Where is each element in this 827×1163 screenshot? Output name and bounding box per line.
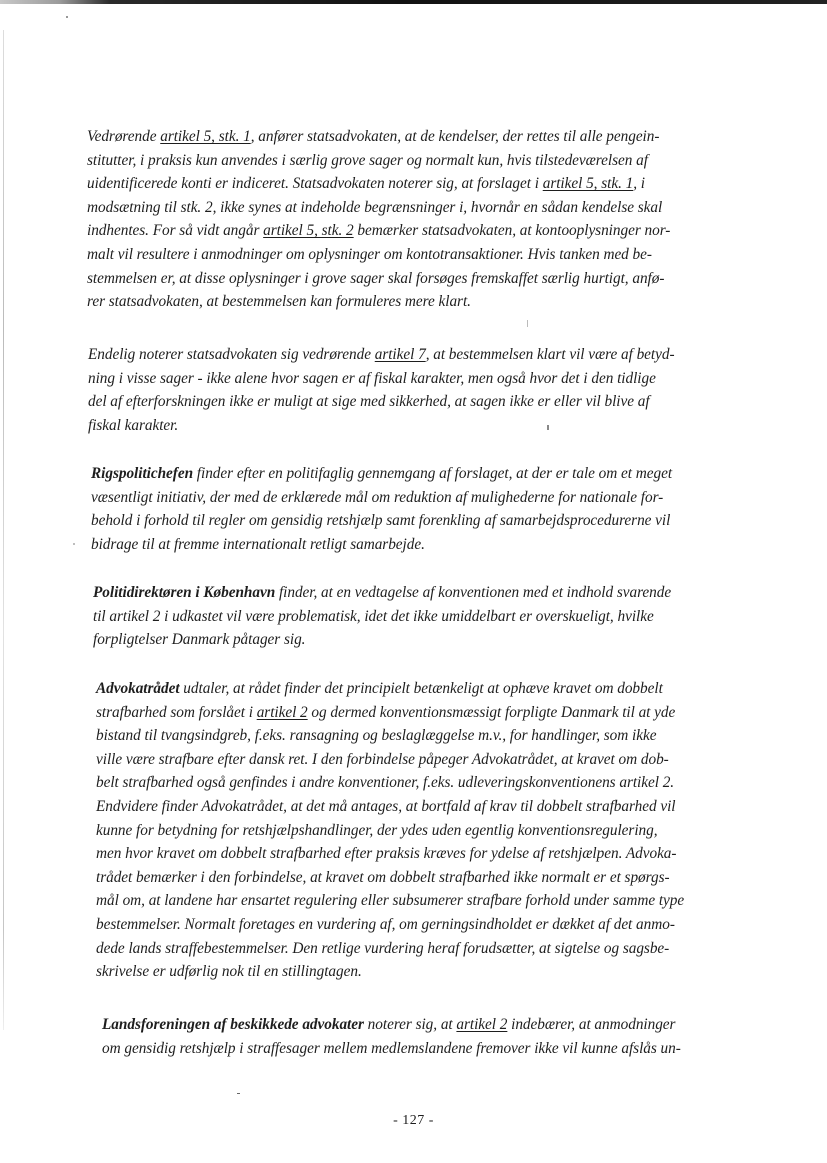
article-reference: artikel 5, stk. 2 bbox=[263, 222, 354, 240]
text-line bbox=[96, 677, 684, 701]
text-line bbox=[102, 1013, 681, 1037]
text-segment: finder, at en vedtagelse af konventionen med et indhold svarende bbox=[275, 584, 672, 601]
text-line bbox=[91, 462, 672, 486]
text-segment: , anfører statsadvokaten, at de kendelser, der rettes til alle pengein- bbox=[250, 128, 660, 145]
text-line bbox=[96, 701, 684, 725]
text-segment: finder efter en politifaglig gennemgang af forslaget, at der er tale om et meget bbox=[193, 465, 673, 482]
bold-term: Rigspolitichefen bbox=[91, 465, 194, 482]
text-line bbox=[96, 748, 684, 772]
text-line bbox=[87, 196, 670, 220]
article-reference: artikel 2 bbox=[256, 703, 308, 721]
text-line bbox=[87, 172, 670, 196]
text-segment: uidentificerede konti er indiceret. Statsadvokaten noterer sig, at forslaget i bbox=[87, 175, 543, 193]
text-segment: ning i visse sager - ikke alene hvor sagen er af fiskal karakter, men også hvor det i den tidlige bbox=[88, 369, 656, 387]
text-segment: strafbarhed som forslået i bbox=[96, 703, 257, 721]
text-segment: og dermed konventionsmæssigt forpligte Danmark til at yde bbox=[307, 703, 676, 721]
text-line bbox=[96, 842, 684, 866]
text-line bbox=[88, 414, 675, 438]
text-segment: bestemmelser. Normalt foretages en vurdering af, om gerningsindholdet er dækket af det anmo- bbox=[96, 915, 675, 933]
article-reference: artikel 5, stk. 1 bbox=[542, 175, 634, 193]
text-segment: skrivelse er udførlig nok til en stillingtagen. bbox=[96, 963, 362, 981]
text-segment: bistand til tvangsindgreb, f.eks. ransagning og beslaglæggelse m.v., for handlinger, som ikke bbox=[96, 727, 657, 745]
text-line bbox=[88, 367, 675, 391]
text-line bbox=[88, 390, 675, 414]
text-line bbox=[87, 243, 670, 267]
text-segment: kunne for betydning for retshjælpshandlinger, der ydes uden egentlig konventionsregulering, bbox=[96, 821, 658, 839]
text-segment: til artikel 2 i udkastet vil være problematisk, idet det ikke umiddelbart er overskueligt, hvilke bbox=[93, 607, 654, 625]
text-line bbox=[96, 937, 684, 961]
text-segment: bidrage til at fremme internationalt retligt samarbejde. bbox=[91, 535, 425, 553]
text-segment: forpligtelser Danmark påtager sig. bbox=[93, 631, 306, 649]
page-number: - 127 - bbox=[393, 1113, 434, 1128]
text-segment: belt strafbarhed også genfindes i andre konventioner, f.eks. udleveringskonventionens artikel 2. bbox=[96, 774, 675, 792]
text-line bbox=[93, 628, 671, 652]
text-line bbox=[91, 533, 672, 557]
paragraph-rigspolitichefen bbox=[91, 462, 672, 556]
text-segment: , at bestemmelsen klart vil være af betyd- bbox=[425, 346, 675, 363]
text-segment: stemmelsen er, at disse oplysninger i grove sager skal forsøges fremskaffet særlig hurtigt, anfø- bbox=[87, 269, 665, 287]
text-line bbox=[96, 724, 684, 748]
text-segment: modsætning til stk. 2, ikke synes at indeholde begrænsninger i, hvornår en sådan kendelse skal bbox=[87, 198, 663, 216]
text-segment: bemærker statsadvokaten, at kontooplysninger nor- bbox=[353, 222, 671, 240]
text-line bbox=[96, 889, 684, 913]
text-line bbox=[93, 605, 671, 629]
text-segment: trådet bemærker i den forbindelse, at kravet om dobbelt strafbarhed ikke normalt er et spørgs- bbox=[96, 868, 670, 886]
text-segment: , i bbox=[633, 175, 645, 193]
text-line bbox=[87, 219, 670, 243]
paragraph-article-7 bbox=[88, 343, 675, 437]
paragraph-landsforeningen bbox=[102, 1013, 681, 1060]
article-reference: artikel 2 bbox=[456, 1016, 508, 1033]
text-segment: dede lands straffebestemmelser. Den retlige vurdering heraf forudsætter, at sigtelse og sagsbe- bbox=[96, 939, 670, 957]
text-segment: Vedrørende bbox=[87, 128, 161, 145]
text-line bbox=[96, 771, 684, 795]
text-line bbox=[91, 486, 672, 510]
text-line bbox=[87, 290, 670, 314]
paragraph-politidirektoren bbox=[93, 581, 671, 652]
text-line bbox=[91, 509, 672, 533]
text-line bbox=[96, 866, 684, 890]
text-line bbox=[87, 267, 670, 291]
text-line bbox=[93, 581, 671, 605]
text-segment: væsentligt initiativ, der med de erklærede mål om reduktion af mulighederne for nationale for- bbox=[91, 488, 664, 506]
article-reference: artikel 5, stk. 1 bbox=[160, 128, 251, 145]
text-segment: Endelig noterer statsadvokaten sig vedrørende bbox=[88, 346, 375, 363]
text-segment: men hvor kravet om dobbelt strafbarhed efter praksis kræves for ydelse af retshjælpen. Advoka- bbox=[96, 845, 677, 863]
text-segment: indhentes. For så vidt angår bbox=[87, 222, 264, 240]
text-line bbox=[102, 1037, 681, 1061]
text-line bbox=[96, 913, 684, 937]
text-segment: behold i forhold til regler om gensidig retshjælp samt forenkling af samarbejdsprocedurerne vil bbox=[91, 512, 671, 530]
paragraph-advokatradet bbox=[96, 677, 684, 984]
text-segment: ville være strafbare efter dansk ret. I den forbindelse påpeger Advokatrådet, at kravet om dob- bbox=[96, 750, 669, 768]
article-reference: artikel 7 bbox=[374, 346, 426, 363]
text-line bbox=[87, 149, 670, 173]
paragraph-article-5 bbox=[87, 125, 670, 314]
text-segment: om gensidig retshjælp i straffesager mellem medlemslandene fremover ikke vil kunne afslås un- bbox=[102, 1039, 681, 1057]
text-line bbox=[88, 343, 675, 367]
bold-term: Politidirektøren i København bbox=[93, 584, 276, 601]
text-segment: Endvidere finder Advokatrådet, at det må antages, at bortfald af krav til dobbelt strafbarhed vil bbox=[96, 797, 676, 815]
text-segment: fiskal karakter. bbox=[88, 416, 179, 434]
text-segment: mål om, at landene har ensartet regulering eller subsumerer strafbare forhold under samme type bbox=[96, 892, 685, 910]
text-segment: del af efterforskningen ikke er muligt at sige med sikkerhed, at sagen ikke er eller vil blive af bbox=[88, 393, 650, 411]
text-segment: malt vil resultere i anmodninger om oplysninger om kontotransaktioner. Hvis tanken med be- bbox=[87, 245, 652, 263]
text-segment: udtaler, at rådet finder det principielt betænkeligt at ophæve kravet om dobbelt bbox=[179, 680, 663, 697]
text-segment: rer statsadvokaten, at bestemmelsen kan formuleres mere klart. bbox=[87, 293, 471, 311]
bold-term: Advokatrådet bbox=[96, 680, 180, 697]
text-line bbox=[96, 819, 684, 843]
text-line bbox=[96, 795, 684, 819]
text-segment: stitutter, i praksis kun anvendes i særlig grove sager og normalt kun, hvis tilstedeværelsen af bbox=[87, 151, 648, 169]
text-segment: noterer sig, at bbox=[363, 1016, 457, 1033]
text-line bbox=[96, 960, 684, 984]
text-segment: indebærer, at anmodninger bbox=[507, 1016, 676, 1033]
text-line bbox=[87, 125, 670, 149]
bold-term: Landsforeningen af beskikkede advokater bbox=[102, 1016, 364, 1033]
